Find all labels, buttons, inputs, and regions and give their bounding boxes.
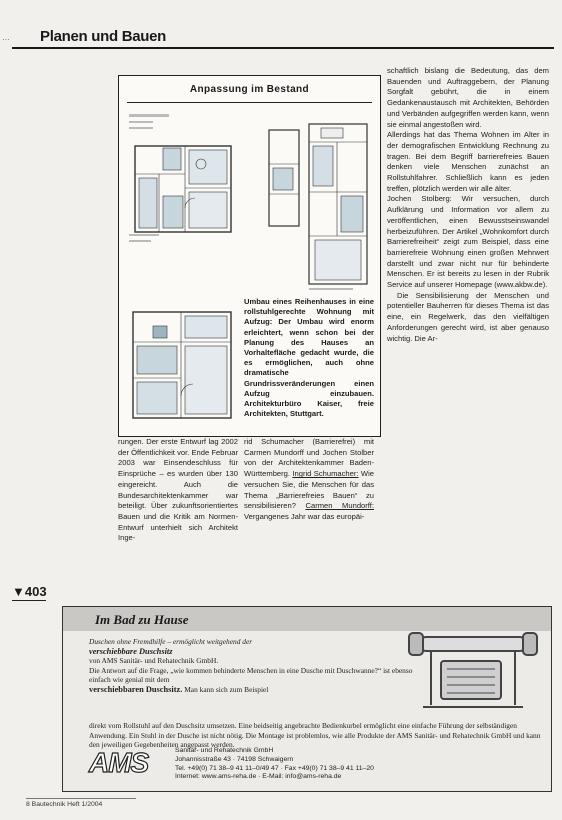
right-column-paragraph: schaftlich bislang die Bedeutung, das dem Bauenden und Auftraggebern, der Planung Sorgfalt gebührt, die in einem Gedankenaustausch mit Architekten, Behörden und Verbänden aufgegriffen werden kann, wenn sie einmal angestoßen wird.	[387, 66, 549, 129]
ad-question: Die Antwort auf die Frage, „wie kommen behinderte Menschen in eine Dusche mit Duschwanne?“ ist ebenso einfach wie genial mit dem	[89, 665, 413, 684]
below-middle-text	[244, 437, 374, 523]
contact-web[interactable]: Internet: www.ams-reha.de · E-Mail: info@ams-reha.de	[175, 773, 342, 781]
shower-seat-product-image	[403, 621, 543, 717]
right-column-paragraph: Die Sensibilisierung der Menschen und potentieller Bauherren für dieses Thema ist das eine, ein Regelwerk, das den vielfältigen Anforderungen gerecht wird, ist aber genauso wichtig. Die Ar-	[387, 290, 549, 343]
ad-product-name: verschiebbare Duschsitz	[89, 646, 173, 656]
ad-intro: Duschen ohne Fremdhilfe – ermöglicht weitgehend der	[89, 637, 253, 646]
figure-title: Anpassung im Bestand	[189, 84, 310, 95]
advertisement-box	[62, 606, 552, 792]
floor-plan-after-image	[125, 308, 239, 432]
ad-intro-from: von AMS Sanitär- und Rehatechnik GmbH.	[89, 656, 219, 665]
answer-text: Vergangenes Jahr war das europäi-	[244, 511, 365, 521]
right-column-paragraph: Jochen Stolberg: Wir versuchen, durch Aufklärung und Information vor allem zu veröffentlichen, einen Bewusstseinswandel herbeizuführen. Der Artikel „Wohnkomfort durch Barrierefreiheit“ zeigt zum Beispiel, dass eine barrierefreie Wohnung einen großen Mehrwert darstellt und zwar nicht nur für behinderte Menschen. Er ist bereits zu lesen in der Rubrik Service auf unserer Homepage (www.akbw.de).	[387, 194, 549, 290]
section-title: Planen und Bauen	[40, 28, 167, 45]
figure-caption: Umbau eines Reihenhauses in eine rollstuhlgerechte Wohnung mit Aufzug: Der Umbau wird enorm erleichtert, wenn schon bei der Planung des Hauses an Vorhaltefläche gedacht wurde, die es ermöglichen, auch ohne dramatische Grundrissveränderungen einen Aufzug einzubauen. Architekturbüro Kaiser, freie Architekten, Stuttgart.	[244, 297, 374, 419]
page-marker: ▼403	[12, 584, 47, 599]
page-marker-rule	[12, 600, 46, 601]
speaker-schumacher: Ingrid Schumacher:	[292, 469, 359, 479]
speaker-mundorff: Carmen Mundorff:	[305, 501, 374, 511]
page-footer: 8 Bautechnik Heft 1/2004	[26, 801, 103, 808]
contact-phone: Tel. +49(0) 71 38–9 41 11–0/49 47 · Fax +49(0) 71 38–9 41 11–20	[175, 764, 374, 772]
ad-contact	[175, 747, 535, 782]
header-rule	[12, 47, 554, 49]
below-mid-intro: rid Schumacher (Barrierefrei) mit Carmen Mundorff und Jochen Stolber von der Architektenkammer Baden-Württemberg.	[244, 437, 374, 479]
ams-logo: AMS	[89, 747, 149, 778]
floor-plan-section-image	[261, 116, 371, 296]
right-column-text	[387, 66, 549, 344]
question-text: Wie versuchen Sie, die Menschen für das Thema „Barrierefreies Bauen“ zu sensibilisieren?	[244, 469, 374, 511]
ad-full-text: direkt vom Rollstuhl auf den Duschsitz umsetzen. Eine beidseitig angebrachte Bedienkurbel ermöglicht eine einfache Führung der selbständigen Anwendung. Ein Stuhl in der Dusche ist nicht nötig. Die Montage ist problemlos, wie alle Produkte der AMS Sanitär- und Rehatechnik GmbH und kann den jeweiligen Gegebenheiten angepasst werden.	[89, 721, 541, 749]
contact-street: Johannisstraße 43 · 74198 Schwaigern	[175, 755, 294, 763]
ad-body	[89, 637, 419, 694]
figure-title-rule	[127, 102, 372, 103]
contact-company: Sanitär- und Rehatechnik GmbH	[175, 747, 274, 754]
ad-product-bold: verschiebbaren Duschsitz.	[89, 684, 183, 694]
below-left-text: rungen. Der erste Entwurf lag 2002 der Öffentlichkeit vor. Ende Februar 2003 war Einsendeschluss für Einsprüche – es wurden über 130 eingereicht. Auch die Bundesarchitektenkammer war beteiligt. Über zukunftsorientiertes Bauen und die Kritik am Normen-Entwurf unterhielt sich Architekt Inge-	[118, 437, 238, 543]
ad-after-product: Man kann sich zum Beispiel	[182, 684, 269, 694]
corner-mark: …	[2, 33, 10, 42]
ad-title: Im Bad zu Hause	[95, 612, 189, 627]
floor-plan-before-image	[125, 108, 239, 246]
right-column-paragraph: Allerdings hat das Thema Wohnen im Alter in der demografischen Entwicklung Rechnung zu tragen. Bei dem Begriff barrierefreies Bauen denken viele Menschen zunächst an Rollstuhlfahrer. Schließlich kann es jeden treffen, plötzlich werden wir alle älter.	[387, 130, 549, 193]
footer-rule	[26, 798, 136, 799]
